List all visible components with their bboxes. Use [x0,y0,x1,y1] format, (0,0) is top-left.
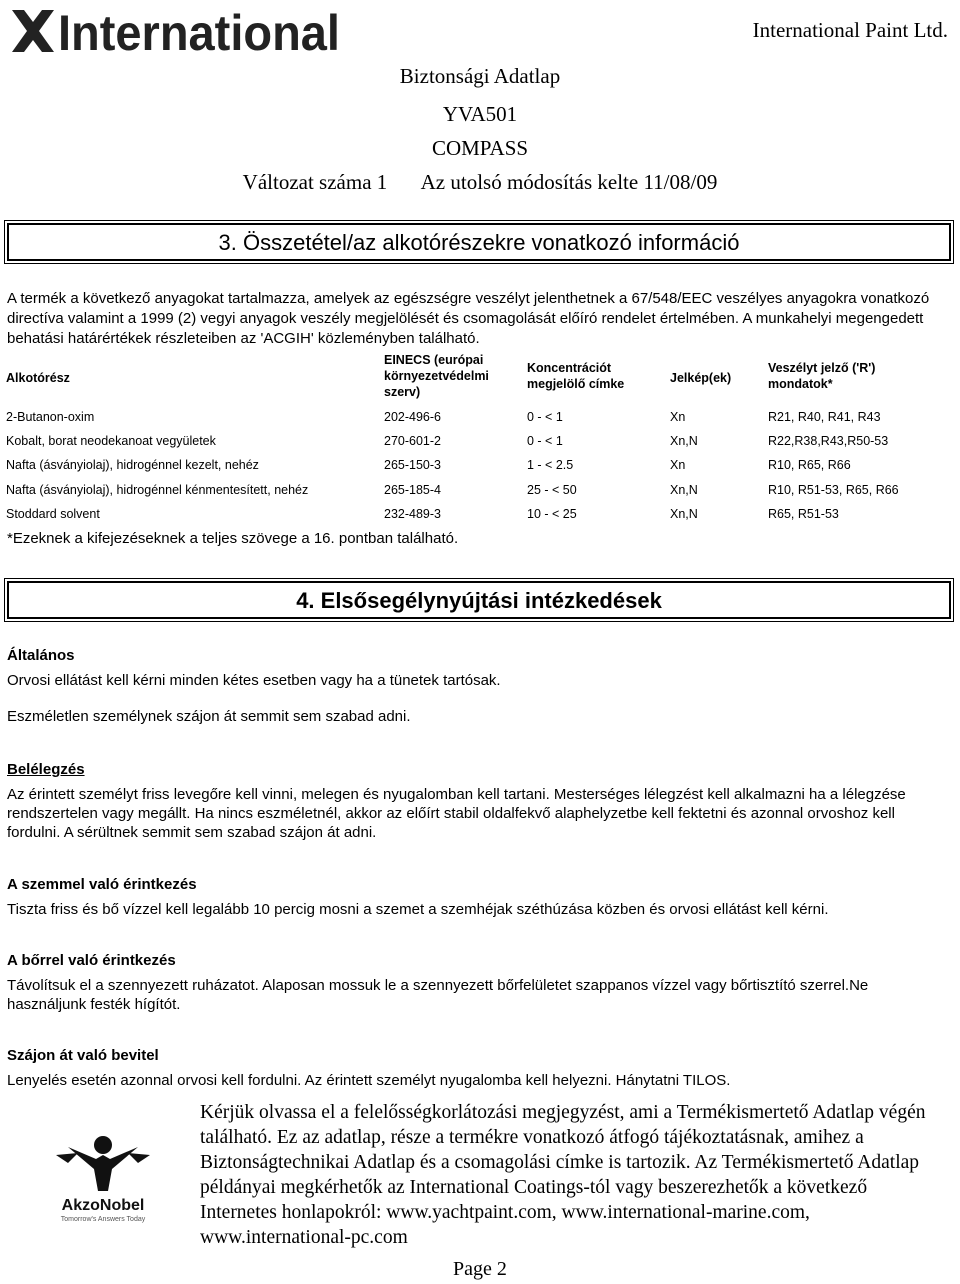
version-value: 1 [376,170,388,194]
skin-contact-heading: A bőrrel való érintkezés [7,952,176,969]
cell-concentration: 10 - < 25 [527,507,577,521]
cell-einecs: 265-185-4 [384,483,441,497]
cell-r-phrases: R21, R40, R41, R43 [768,410,881,424]
ingestion-heading: Szájon át való bevitel [7,1047,159,1064]
eye-contact-heading: A szemmel való érintkezés [7,876,197,893]
cell-component: Stoddard solvent [6,507,100,521]
company-name: International Paint Ltd. [752,18,948,42]
cell-concentration: 0 - < 1 [527,434,563,448]
general-text-1: Orvosi ellátást kell kérni minden kétes esetben vagy ha a tünetek tartósak. [7,672,501,689]
general-heading: Általános [7,647,75,664]
footer-notice: Kérjük olvassa el a felelősségkorlátozási megjegyzést, ami a Termékismertető Adatlap végén található. Ez az adatlap, része a termékre vonatkozó átfogó tájékoztatásnak, amihez a Biztonságtechnikai Adatlap és a csomagolási címke is tartozik. Az Termékismertető Adatlap példányai megkérhetők az International Coatings-tól vagy beszerezhetők a következő Internetes honlapokról: www.yachtpaint.com, www.international-marine.com, www.international-pc.com [200,1102,926,1248]
cell-einecs: 232-489-3 [384,507,441,521]
version-label: Változat száma [242,170,372,194]
modified-label: Az utolsó módosítás kelte [420,170,639,194]
general-text-2: Eszméletlen személynek szájon át semmit sem szabad adni. [7,708,411,725]
cell-component: Nafta (ásványiolaj), hidrogénnel kezelt, nehéz [6,458,259,472]
inhalation-heading: Belélegzés [7,761,85,778]
cell-r-phrases: R10, R51-53, R65, R66 [768,483,899,497]
cell-r-phrases: R22,R38,R43,R50-53 [768,434,889,448]
modified-value: 11/08/09 [643,170,718,194]
cell-concentration: 1 - < 2.5 [527,458,574,472]
table-header-concentration: Koncentrációt megjelölő címke [527,361,625,391]
product-name: COMPASS [431,136,529,160]
table-header-symbols: Jelkép(ek) [670,371,732,385]
cell-symbols: Xn,N [670,507,698,521]
akzonobel-logo [48,1125,158,1225]
x-mark-icon [10,8,54,54]
cell-symbols: Xn [670,410,686,424]
cell-r-phrases: R10, R65, R66 [768,458,851,472]
table-row [6,434,946,452]
table-footnote: *Ezeknek a kifejezéseknek a teljes szövege a 16. pontban található. [7,530,459,547]
table-row [6,507,946,525]
cell-symbols: Xn,N [670,483,698,497]
cell-component: 2-Butanon-oxim [6,410,95,424]
cell-concentration: 25 - < 50 [527,483,577,497]
cell-einecs: 270-601-2 [384,434,441,448]
akzo-tagline: Tomorrow's Answers Today [60,1216,146,1223]
table-header-einecs: EINECS (európai környezetvédelmi szerv) [384,353,489,399]
table-header-component: Alkotórész [6,371,70,385]
cell-concentration: 0 - < 1 [527,410,563,424]
product-code: YVA501 [442,102,518,126]
inhalation-text: Az érintett személyt friss levegőre kell vinni, melegen és nyugalomban kell tartani. Mesterséges lélegzést kell alkalmazni ha a lélegzése rendszertelen vagy megállt. Ha nincs eszméletnél, akkor az előírt stabil oldalfekvő alaphelyzetbe kell fektetni és azonnal orvoshoz kell fordulni. A sérültnek semmit sem szabad szájon át adni. [7,786,906,841]
eye-contact-text: Tiszta friss és bő vízzel kell legalább 10 percig mosni a szemet a szemhéjak széthúzása közben és orvosi ellátást kell kérni. [7,901,829,918]
section-4-title: 4. Elsősegélynyújtási intézkedések [296,588,662,613]
cell-symbols: Xn [670,458,686,472]
document-type: Biztonsági Adatlap [399,64,561,88]
cell-component: Kobalt, borat neodekanoat vegyületek [6,434,216,448]
table-row [6,410,946,428]
table-header-r-phrases: Veszélyt jelző ('R') mondatok* [768,361,876,391]
cell-symbols: Xn,N [670,434,698,448]
table-row [6,458,946,476]
table-row [6,483,946,501]
logo-text: International [58,5,340,60]
ingestion-text: Lenyelés esetén azonnal orvosi kell fordulni. Az érintett személyt nyugalomba kell helyezni. Hánytatni TILOS. [7,1072,731,1089]
akzo-name: AkzoNobel [61,1197,145,1214]
section-4-box [4,578,954,622]
cell-einecs: 202-496-6 [384,410,441,424]
page-number: Page 2 [453,1258,507,1280]
skin-contact-text: Távolítsuk el a szennyezett ruházatot. Alaposan mossuk le a szennyezett bőrfelületet szappanos vízzel vagy bőrtisztító szerrel.Ne használjunk festék hígítót. [7,977,869,1013]
section-3-box [4,220,954,264]
cell-component: Nafta (ásványiolaj), hidrogénnel kénmentesített, nehéz [6,483,309,497]
international-logo [6,2,346,60]
section-3-intro: A termék a következő anyagokat tartalmazza, amelyek az egészségre veszélyt jelenthetnek a 67/548/EEC veszélyes anyagokra vonatkozó directíva valamint a 1999 (2) vegyi anyagok veszély megjelölését és csomagolását előíró rendelet értelmében. A munkahelyi megengedett behatási határértékek részleteiben az 'ACGIH' közleményben található. [7,290,930,347]
section-3-title: 3. Összetétel/az alkotórészekre vonatkozó információ [218,230,740,255]
version-line [0,170,960,195]
akzo-figure-icon [56,1136,150,1191]
cell-r-phrases: R65, R51-53 [768,507,839,521]
cell-einecs: 265-150-3 [384,458,441,472]
